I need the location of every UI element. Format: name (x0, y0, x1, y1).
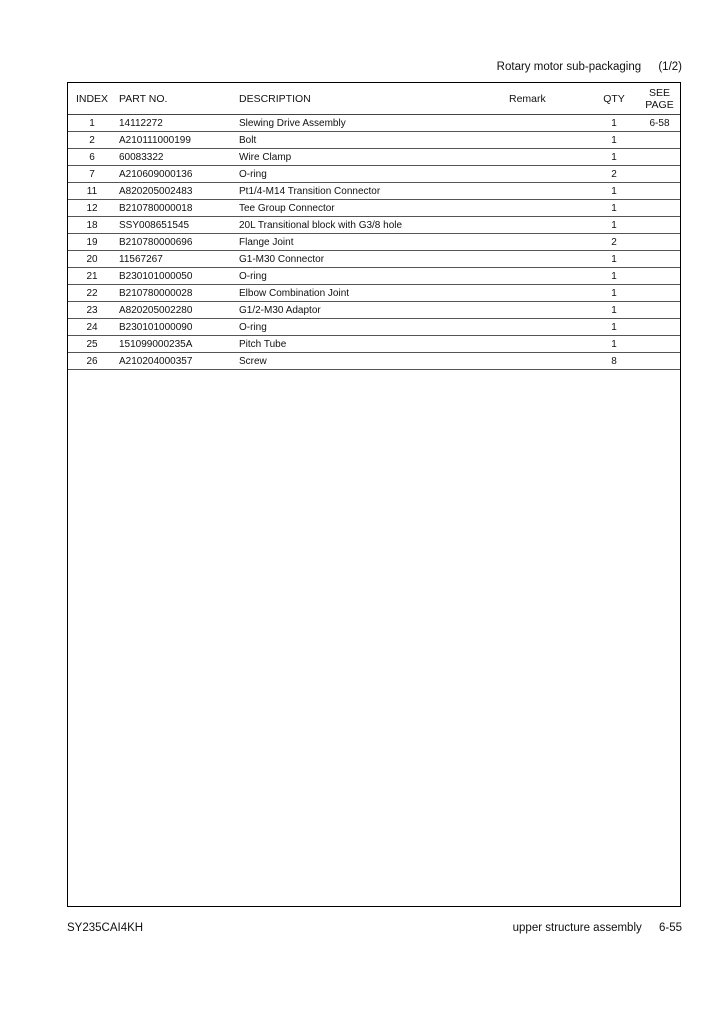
cell-see-page (639, 251, 680, 268)
cell-part-no: 60083322 (116, 149, 239, 166)
cell-see-page (639, 166, 680, 183)
table-row (68, 336, 680, 353)
cell-description: O-ring (239, 319, 509, 336)
cell-index: 2 (68, 132, 116, 149)
cell-see-page (639, 234, 680, 251)
cell-part-no: B210780000696 (116, 234, 239, 251)
cell-description: Tee Group Connector (239, 200, 509, 217)
column-header-description: DESCRIPTION (239, 83, 509, 115)
footer-section: upper structure assembly (512, 922, 642, 934)
cell-index: 23 (68, 302, 116, 319)
cell-part-no: B230101000090 (116, 319, 239, 336)
section-title: Rotary motor sub-packaging (496, 61, 642, 73)
cell-see-page (639, 336, 680, 353)
cell-description: Bolt (239, 132, 509, 149)
parts-table-frame (67, 82, 681, 907)
parts-table-body (68, 115, 680, 370)
cell-index: 26 (68, 353, 116, 370)
cell-index: 22 (68, 285, 116, 302)
cell-see-page (639, 319, 680, 336)
cell-see-page (639, 302, 680, 319)
cell-remark (509, 200, 589, 217)
table-row (68, 353, 680, 370)
cell-remark (509, 336, 589, 353)
cell-description: Elbow Combination Joint (239, 285, 509, 302)
cell-remark (509, 115, 589, 132)
table-header-row (68, 83, 680, 115)
cell-description: Pt1/4-M14 Transition Connector (239, 183, 509, 200)
table-row (68, 319, 680, 336)
cell-index: 12 (68, 200, 116, 217)
cell-description: G1-M30 Connector (239, 251, 509, 268)
cell-qty: 8 (589, 353, 639, 370)
cell-index: 20 (68, 251, 116, 268)
cell-qty: 2 (589, 166, 639, 183)
cell-see-page (639, 132, 680, 149)
cell-qty: 1 (589, 115, 639, 132)
cell-index: 19 (68, 234, 116, 251)
page-header (497, 61, 682, 73)
cell-index: 25 (68, 336, 116, 353)
column-header-remark: Remark (509, 83, 589, 115)
cell-remark (509, 149, 589, 166)
cell-description: O-ring (239, 166, 509, 183)
cell-description: Screw (239, 353, 509, 370)
footer-model: SY235CAI4KH (67, 922, 144, 934)
cell-description: 20L Transitional block with G3/8 hole (239, 217, 509, 234)
table-row (68, 302, 680, 319)
cell-remark (509, 132, 589, 149)
cell-description: O-ring (239, 268, 509, 285)
cell-part-no: 14112272 (116, 115, 239, 132)
cell-part-no: A210111000199 (116, 132, 239, 149)
cell-see-page: 6-58 (639, 115, 680, 132)
cell-description: Wire Clamp (239, 149, 509, 166)
table-row (68, 285, 680, 302)
cell-qty: 1 (589, 319, 639, 336)
table-row (68, 132, 680, 149)
cell-remark (509, 183, 589, 200)
table-row (68, 251, 680, 268)
see-label: SEE (648, 86, 670, 99)
cell-remark (509, 234, 589, 251)
cell-remark (509, 285, 589, 302)
cell-qty: 1 (589, 302, 639, 319)
cell-remark (509, 166, 589, 183)
cell-qty: 1 (589, 183, 639, 200)
table-row (68, 217, 680, 234)
cell-qty: 1 (589, 132, 639, 149)
cell-qty: 1 (589, 285, 639, 302)
cell-see-page (639, 149, 680, 166)
cell-part-no: A210609000136 (116, 166, 239, 183)
cell-description: G1/2-M30 Adaptor (239, 302, 509, 319)
cell-part-no: A210204000357 (116, 353, 239, 370)
cell-part-no: A820205002280 (116, 302, 239, 319)
table-row (68, 200, 680, 217)
cell-qty: 1 (589, 336, 639, 353)
footer-page-number: 6-55 (658, 922, 682, 934)
table-row (68, 149, 680, 166)
cell-qty: 1 (589, 268, 639, 285)
cell-see-page (639, 200, 680, 217)
column-header-see-page (639, 83, 680, 115)
cell-index: 1 (68, 115, 116, 132)
cell-part-no: SSY008651545 (116, 217, 239, 234)
cell-qty: 1 (589, 149, 639, 166)
parts-table (68, 83, 680, 370)
cell-description: Flange Joint (239, 234, 509, 251)
cell-remark (509, 319, 589, 336)
cell-remark (509, 302, 589, 319)
column-header-index: INDEX (68, 83, 116, 115)
page-label: PAGE (645, 98, 674, 111)
cell-part-no: B210780000018 (116, 200, 239, 217)
cell-index: 18 (68, 217, 116, 234)
cell-description: Pitch Tube (239, 336, 509, 353)
cell-remark (509, 217, 589, 234)
cell-part-no: B210780000028 (116, 285, 239, 302)
column-header-part-no: PART NO. (116, 83, 239, 115)
cell-part-no: 11567267 (116, 251, 239, 268)
table-row (68, 268, 680, 285)
cell-index: 24 (68, 319, 116, 336)
table-row (68, 234, 680, 251)
cell-qty: 1 (589, 251, 639, 268)
page-footer (513, 922, 682, 934)
cell-part-no: 151099000235A (116, 336, 239, 353)
cell-index: 7 (68, 166, 116, 183)
table-row (68, 183, 680, 200)
cell-see-page (639, 353, 680, 370)
cell-remark (509, 353, 589, 370)
cell-part-no: A820205002483 (116, 183, 239, 200)
cell-description: Slewing Drive Assembly (239, 115, 509, 132)
cell-remark (509, 268, 589, 285)
cell-index: 6 (68, 149, 116, 166)
cell-index: 21 (68, 268, 116, 285)
cell-qty: 1 (589, 200, 639, 217)
cell-see-page (639, 285, 680, 302)
cell-see-page (639, 268, 680, 285)
cell-index: 11 (68, 183, 116, 200)
table-row (68, 115, 680, 132)
cell-qty: 2 (589, 234, 639, 251)
column-header-qty: QTY (589, 83, 639, 115)
cell-see-page (639, 217, 680, 234)
table-row (68, 166, 680, 183)
cell-part-no: B230101000050 (116, 268, 239, 285)
cell-qty: 1 (589, 217, 639, 234)
page-indicator: (1/2) (658, 61, 682, 73)
cell-see-page (639, 183, 680, 200)
cell-remark (509, 251, 589, 268)
